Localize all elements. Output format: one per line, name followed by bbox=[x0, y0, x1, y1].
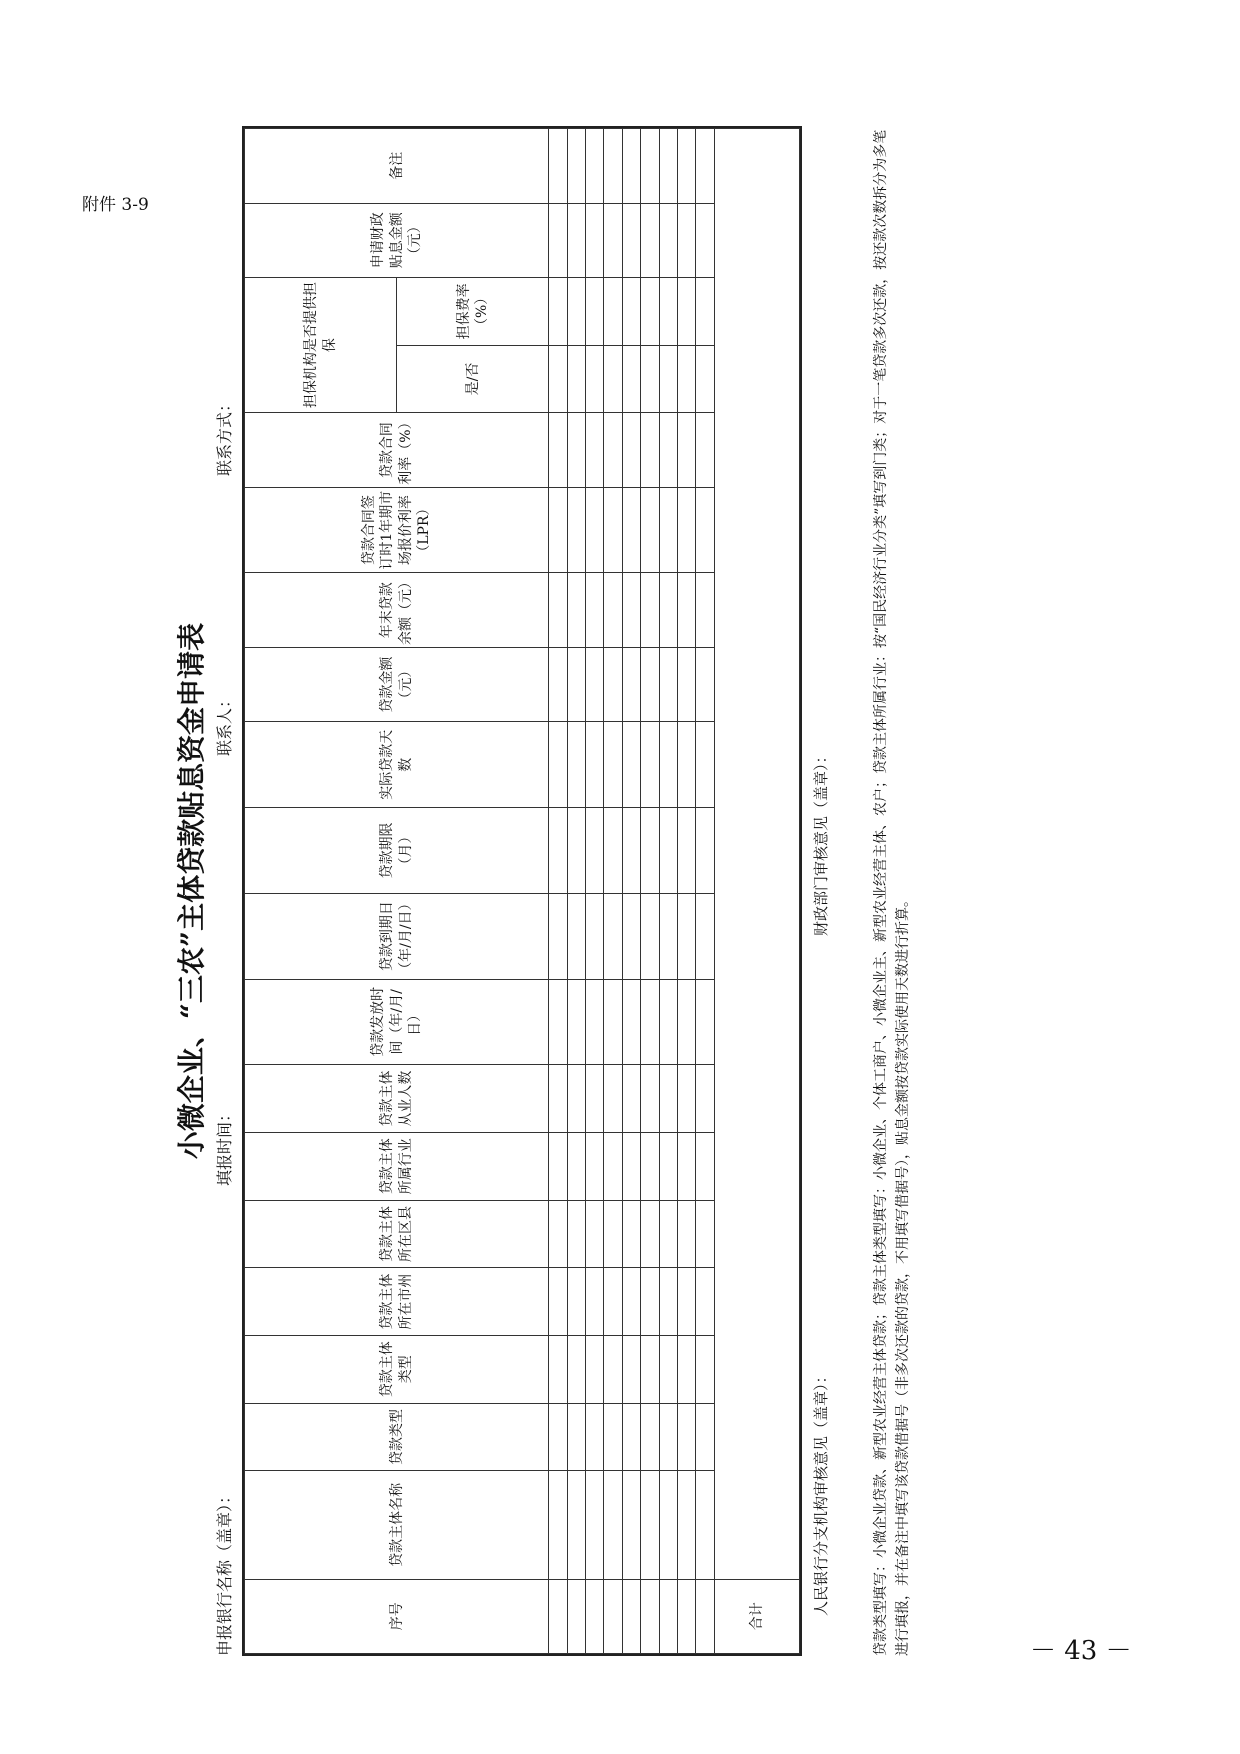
total-label: 合计 bbox=[714, 1579, 799, 1653]
contact-label: 联系人： bbox=[215, 691, 234, 756]
table-cell[interactable] bbox=[677, 1403, 695, 1471]
table-cell[interactable] bbox=[586, 278, 604, 346]
table-cell[interactable] bbox=[696, 413, 714, 487]
table-cell[interactable] bbox=[604, 573, 622, 647]
table-cell[interactable] bbox=[696, 722, 714, 808]
table-cell[interactable] bbox=[549, 129, 567, 204]
table-cell[interactable] bbox=[696, 893, 714, 979]
table-cell[interactable] bbox=[641, 647, 659, 721]
table-cell[interactable] bbox=[622, 1268, 640, 1336]
table-cell[interactable] bbox=[586, 1335, 604, 1403]
table-cell[interactable] bbox=[659, 808, 677, 894]
table-cell[interactable] bbox=[567, 1268, 585, 1336]
table-cell[interactable] bbox=[549, 1403, 567, 1471]
table-cell[interactable] bbox=[604, 1132, 622, 1200]
table-cell[interactable] bbox=[567, 808, 585, 894]
table-cell[interactable] bbox=[586, 1403, 604, 1471]
header-cell: 年末贷款余额（元） bbox=[245, 573, 549, 647]
table-cell[interactable] bbox=[604, 487, 622, 573]
finance-review-label: 财政部门审核意见（盖章）： bbox=[812, 748, 830, 936]
table-cell[interactable] bbox=[696, 1065, 714, 1133]
table-cell[interactable] bbox=[549, 345, 567, 413]
table-cell[interactable] bbox=[549, 808, 567, 894]
table-cell[interactable] bbox=[567, 203, 585, 277]
pboc-review-label: 人民银行分支机构审核意见（盖章）： bbox=[812, 1368, 830, 1616]
table-row bbox=[696, 129, 714, 1654]
table-cell[interactable] bbox=[622, 808, 640, 894]
table-cell[interactable] bbox=[549, 1268, 567, 1336]
table-cell[interactable] bbox=[641, 345, 659, 413]
application-table bbox=[242, 126, 802, 1656]
table-cell[interactable] bbox=[586, 1200, 604, 1268]
table-cell[interactable] bbox=[567, 345, 585, 413]
table-cell[interactable] bbox=[696, 1268, 714, 1336]
header-cell: 贷款类型 bbox=[245, 1403, 549, 1471]
table-cell[interactable] bbox=[641, 808, 659, 894]
table-cell[interactable] bbox=[549, 1200, 567, 1268]
table-cell[interactable] bbox=[604, 893, 622, 979]
table-cell[interactable] bbox=[604, 1335, 622, 1403]
table-cell[interactable] bbox=[641, 1132, 659, 1200]
table-cell[interactable] bbox=[641, 413, 659, 487]
table-cell[interactable] bbox=[677, 278, 695, 346]
table-row bbox=[586, 129, 604, 1654]
table-cell[interactable] bbox=[567, 722, 585, 808]
header-cell: 序号 bbox=[245, 1579, 549, 1653]
table-cell[interactable] bbox=[604, 647, 622, 721]
table-cell[interactable] bbox=[677, 203, 695, 277]
table-cell[interactable] bbox=[549, 979, 567, 1065]
table-cell[interactable] bbox=[567, 979, 585, 1065]
table-cell[interactable] bbox=[604, 345, 622, 413]
table-cell[interactable] bbox=[659, 573, 677, 647]
table-row bbox=[549, 129, 567, 1654]
header-cell: 贷款期限（月） bbox=[245, 808, 549, 894]
table-cell[interactable] bbox=[641, 1200, 659, 1268]
table-cell[interactable] bbox=[622, 487, 640, 573]
table-cell[interactable] bbox=[622, 278, 640, 346]
rotated-form bbox=[170, 126, 940, 1656]
notes bbox=[870, 126, 915, 1656]
table-cell[interactable] bbox=[622, 413, 640, 487]
table-cell[interactable] bbox=[696, 1403, 714, 1471]
table-cell[interactable] bbox=[586, 1579, 604, 1653]
table-cell[interactable] bbox=[567, 573, 585, 647]
table-cell[interactable] bbox=[677, 129, 695, 204]
table-cell[interactable] bbox=[677, 573, 695, 647]
header-cell: 贷款发放时间（年/月/日） bbox=[245, 979, 549, 1065]
table-cell[interactable] bbox=[567, 1200, 585, 1268]
table-cell[interactable] bbox=[677, 1579, 695, 1653]
table-cell[interactable] bbox=[549, 1065, 567, 1133]
header-cell: 贷款主体所在区县 bbox=[245, 1200, 549, 1268]
table-cell[interactable] bbox=[677, 893, 695, 979]
table-cell[interactable] bbox=[567, 1579, 585, 1653]
table-row bbox=[659, 129, 677, 1654]
table-cell[interactable] bbox=[659, 203, 677, 277]
table-cell[interactable] bbox=[604, 1471, 622, 1579]
table-cell[interactable] bbox=[696, 1200, 714, 1268]
table-cell[interactable] bbox=[641, 1403, 659, 1471]
table-cell[interactable] bbox=[549, 278, 567, 346]
table-cell[interactable] bbox=[677, 487, 695, 573]
table-cell[interactable] bbox=[659, 345, 677, 413]
table-cell[interactable] bbox=[641, 1268, 659, 1336]
table-cell[interactable] bbox=[567, 647, 585, 721]
bank-name-label: 申报银行名称（盖章）： bbox=[215, 1487, 234, 1656]
table-cell[interactable] bbox=[677, 345, 695, 413]
table-cell[interactable] bbox=[622, 129, 640, 204]
table-cell[interactable] bbox=[659, 278, 677, 346]
header-cell: 贷款主体从业人数 bbox=[245, 1065, 549, 1133]
table-cell[interactable] bbox=[622, 1579, 640, 1653]
table-cell[interactable] bbox=[659, 487, 677, 573]
table-cell[interactable] bbox=[586, 487, 604, 573]
header-cell: 贷款到期日（年/月/日） bbox=[245, 893, 549, 979]
table-cell[interactable] bbox=[604, 722, 622, 808]
table-cell[interactable] bbox=[677, 1471, 695, 1579]
table-row bbox=[604, 129, 622, 1654]
table-cell[interactable] bbox=[549, 893, 567, 979]
table-cell[interactable] bbox=[641, 129, 659, 204]
table-cell[interactable] bbox=[677, 1132, 695, 1200]
table-cell[interactable] bbox=[622, 979, 640, 1065]
page-number: － 43 － bbox=[1030, 1636, 1132, 1666]
table-cell[interactable] bbox=[567, 129, 585, 204]
table-cell[interactable] bbox=[696, 203, 714, 277]
table-cell[interactable] bbox=[549, 413, 567, 487]
table-cell[interactable] bbox=[622, 647, 640, 721]
header-cell: 贷款金额（元） bbox=[245, 647, 549, 721]
table-cell[interactable] bbox=[604, 979, 622, 1065]
table-cell[interactable] bbox=[586, 1065, 604, 1133]
table-cell[interactable] bbox=[696, 278, 714, 346]
table-cell[interactable] bbox=[604, 1200, 622, 1268]
table-cell[interactable] bbox=[659, 413, 677, 487]
table-cell[interactable] bbox=[604, 808, 622, 894]
table-cell[interactable] bbox=[696, 345, 714, 413]
table-cell[interactable] bbox=[567, 1471, 585, 1579]
table-row bbox=[567, 129, 585, 1654]
header-cell: 贷款主体名称 bbox=[245, 1471, 549, 1579]
table-cell[interactable] bbox=[677, 1268, 695, 1336]
table-cell[interactable] bbox=[586, 647, 604, 721]
table-cell[interactable] bbox=[549, 487, 567, 573]
table-cell[interactable] bbox=[659, 979, 677, 1065]
table-cell[interactable] bbox=[659, 893, 677, 979]
table-cell[interactable] bbox=[604, 129, 622, 204]
table-cell[interactable] bbox=[696, 647, 714, 721]
table-cell[interactable] bbox=[567, 1132, 585, 1200]
header-cell: 贷款主体类型 bbox=[245, 1335, 549, 1403]
annex-label: 附件 3-9 bbox=[82, 195, 149, 215]
table-cell[interactable] bbox=[641, 893, 659, 979]
table-cell[interactable] bbox=[549, 573, 567, 647]
table-cell[interactable] bbox=[641, 487, 659, 573]
table-cell[interactable] bbox=[604, 203, 622, 277]
table-cell[interactable] bbox=[677, 647, 695, 721]
table-cell[interactable] bbox=[641, 722, 659, 808]
table-cell[interactable] bbox=[659, 1065, 677, 1133]
table-cell[interactable] bbox=[677, 1200, 695, 1268]
table-cell[interactable] bbox=[586, 1471, 604, 1579]
table-cell[interactable] bbox=[622, 203, 640, 277]
table-row bbox=[641, 129, 659, 1654]
table-cell[interactable] bbox=[586, 979, 604, 1065]
table-cell[interactable] bbox=[622, 345, 640, 413]
table-cell[interactable] bbox=[677, 1335, 695, 1403]
table-cell[interactable] bbox=[696, 808, 714, 894]
table-cell[interactable] bbox=[586, 573, 604, 647]
table-cell[interactable] bbox=[567, 893, 585, 979]
table-cell[interactable] bbox=[641, 1065, 659, 1133]
table-cell[interactable] bbox=[549, 1335, 567, 1403]
table-cell[interactable] bbox=[641, 203, 659, 277]
table-cell[interactable] bbox=[604, 1065, 622, 1133]
table-cell[interactable] bbox=[567, 1065, 585, 1133]
table-cell[interactable] bbox=[622, 1403, 640, 1471]
table-cell[interactable] bbox=[549, 647, 567, 721]
table-cell[interactable] bbox=[659, 1403, 677, 1471]
table-cell[interactable] bbox=[677, 722, 695, 808]
table-cell[interactable] bbox=[659, 1335, 677, 1403]
table-cell[interactable] bbox=[604, 1403, 622, 1471]
table-cell[interactable] bbox=[622, 1132, 640, 1200]
table-cell[interactable] bbox=[586, 1268, 604, 1336]
total-row-blank[interactable] bbox=[714, 129, 799, 1580]
table-cell[interactable] bbox=[604, 278, 622, 346]
table-cell[interactable] bbox=[549, 1579, 567, 1653]
table-cell[interactable] bbox=[622, 1200, 640, 1268]
contact-method-label: 联系方式： bbox=[215, 395, 234, 476]
table-cell[interactable] bbox=[696, 487, 714, 573]
table-row bbox=[622, 129, 640, 1654]
table-cell[interactable] bbox=[549, 722, 567, 808]
table-cell[interactable] bbox=[567, 1403, 585, 1471]
table-cell[interactable] bbox=[677, 808, 695, 894]
header-cell: 贷款合同利率（%） bbox=[245, 413, 549, 487]
table-cell[interactable] bbox=[641, 278, 659, 346]
header-cell: 贷款主体所在市州 bbox=[245, 1268, 549, 1336]
header-cell: 贷款合同签订时1年期市场报价利率（LPR） bbox=[245, 487, 549, 573]
table-cell[interactable] bbox=[622, 722, 640, 808]
table-cell[interactable] bbox=[567, 487, 585, 573]
header-cell: 是/否 bbox=[397, 345, 549, 413]
table-cell[interactable] bbox=[659, 722, 677, 808]
table-cell[interactable] bbox=[696, 1579, 714, 1653]
table-cell[interactable] bbox=[622, 893, 640, 979]
table-cell[interactable] bbox=[549, 1132, 567, 1200]
table-cell[interactable] bbox=[696, 573, 714, 647]
header-cell: 贷款主体所属行业 bbox=[245, 1132, 549, 1200]
header-cell: 备注 bbox=[245, 129, 549, 204]
table-cell[interactable] bbox=[696, 129, 714, 204]
table-cell[interactable] bbox=[567, 413, 585, 487]
table-cell[interactable] bbox=[659, 129, 677, 204]
table-cell[interactable] bbox=[567, 1335, 585, 1403]
table-cell[interactable] bbox=[641, 1471, 659, 1579]
header-cell: 担保机构是否提供担保 bbox=[245, 278, 397, 413]
table-cell[interactable] bbox=[659, 647, 677, 721]
table-cell[interactable] bbox=[586, 722, 604, 808]
table-cell[interactable] bbox=[622, 1471, 640, 1579]
form-title: 小微企业、“三农”主体贷款贴息资金申请表 bbox=[175, 622, 208, 1160]
header-cell: 实际贷款天数 bbox=[245, 722, 549, 808]
table-cell[interactable] bbox=[586, 203, 604, 277]
table-cell[interactable] bbox=[622, 1335, 640, 1403]
note-line: 贷款类型填写：小微企业贷款、新型农业经营主体贷款；贷款主体类型填写：小微企业、个体工商户、小微企业主、新型农业经营主体、农户；贷款主体所属行业：按“国民经济行业分类”填写到门类；对于一笔贷款多次还款，按还款次数拆分为多笔进行填报，并在备注中填写该贷款借据号（非多次还款的贷款，不用填写借据号），贴息金额按贷款实际使用天数进行折算。 bbox=[873, 129, 912, 1656]
table-cell[interactable] bbox=[549, 1471, 567, 1579]
table-cell[interactable] bbox=[659, 1471, 677, 1579]
table-cell[interactable] bbox=[696, 979, 714, 1065]
table-cell[interactable] bbox=[604, 1268, 622, 1336]
table-cell[interactable] bbox=[659, 1132, 677, 1200]
table-cell[interactable] bbox=[696, 1335, 714, 1403]
table-cell[interactable] bbox=[659, 1200, 677, 1268]
table-cell[interactable] bbox=[622, 573, 640, 647]
table-cell[interactable] bbox=[586, 1132, 604, 1200]
table-cell[interactable] bbox=[586, 413, 604, 487]
table-cell[interactable] bbox=[586, 808, 604, 894]
table-cell[interactable] bbox=[696, 1132, 714, 1200]
table-cell[interactable] bbox=[586, 129, 604, 204]
table-cell[interactable] bbox=[586, 345, 604, 413]
table-cell[interactable] bbox=[604, 413, 622, 487]
table-cell[interactable] bbox=[641, 1335, 659, 1403]
table-cell[interactable] bbox=[677, 979, 695, 1065]
header-cell: 申请财政贴息金额（元） bbox=[245, 203, 549, 277]
table-cell[interactable] bbox=[641, 979, 659, 1065]
table-cell[interactable] bbox=[659, 1579, 677, 1653]
date-label: 填报时间： bbox=[215, 1105, 234, 1186]
table-cell[interactable] bbox=[677, 413, 695, 487]
header-cell: 担保费率（%） bbox=[397, 278, 549, 346]
table-cell[interactable] bbox=[622, 1065, 640, 1133]
table-cell[interactable] bbox=[567, 278, 585, 346]
table-cell[interactable] bbox=[586, 893, 604, 979]
table-cell[interactable] bbox=[604, 1579, 622, 1653]
table-cell[interactable] bbox=[677, 1065, 695, 1133]
table-cell[interactable] bbox=[696, 1471, 714, 1579]
table-cell[interactable] bbox=[659, 1268, 677, 1336]
table-cell[interactable] bbox=[641, 1579, 659, 1653]
table-cell[interactable] bbox=[641, 573, 659, 647]
table-cell[interactable] bbox=[549, 203, 567, 277]
table-row bbox=[677, 129, 695, 1654]
